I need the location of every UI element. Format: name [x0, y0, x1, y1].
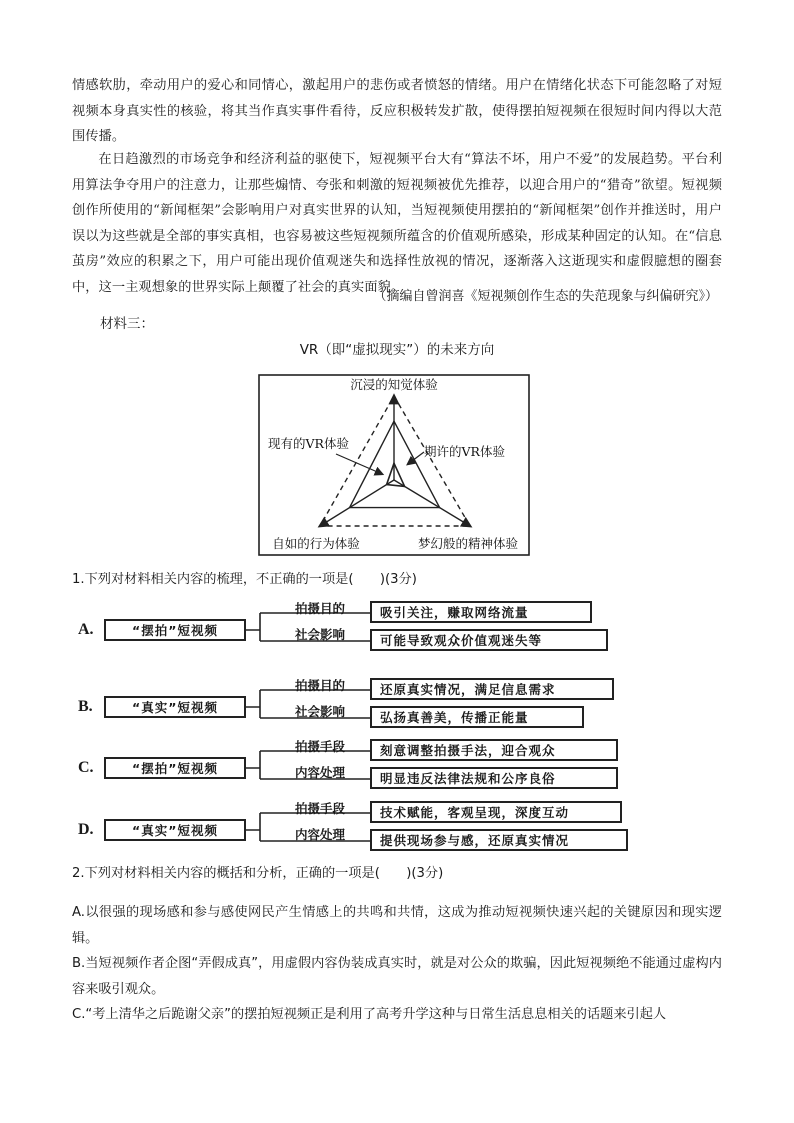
choice-a: A.以很强的现场感和参与感使网民产生情感上的共鸣和共情，这成为推动短视频快速兴起的关键原因和现实逻辑。 — [72, 905, 722, 946]
result-box-bottom: 可能导致观众价值观迷失等 — [370, 629, 608, 651]
main-topic-box: “摆拍”短视频 — [104, 757, 246, 779]
main-topic-box: “摆拍”短视频 — [104, 619, 246, 641]
result-box-bottom: 明显违反法律法规和公序良俗 — [370, 767, 618, 789]
material-paragraph-1: 情感软肋，牵动用户的爱心和同情心，激起用户的悲伤或者愤怒的情绪。用户在情绪化状态下可能忽略了对短视频本身真实性的核验，将其当作真实事件看待，反应积极转发扩散，使得摆拍短视频在很短时间内得以大范围传播。 — [72, 78, 722, 145]
material-three-label: 材料三： — [100, 316, 154, 332]
branch-label-top: 拍摄目的 — [294, 601, 345, 616]
axis-label-immersive: 沉浸的知觉体验 — [350, 377, 438, 392]
branch-label-bottom: 社会影响 — [294, 704, 345, 719]
option-d-diagram — [74, 803, 724, 863]
axis-free-behavior — [320, 480, 394, 526]
annotation-current-vr: 现有的VR体验 — [268, 436, 349, 451]
branch-label-top: 拍摄目的 — [294, 678, 345, 693]
result-box-bottom: 提供现场参与感，还原真实情况 — [370, 829, 628, 851]
result-box-top: 还原真实情况，满足信息需求 — [370, 678, 614, 700]
result-box-top: 吸引关注，赚取网络流量 — [370, 601, 592, 623]
option-letter: B. — [78, 698, 93, 715]
branch-label-bottom: 内容处理 — [294, 765, 345, 780]
option-letter: A. — [78, 621, 94, 638]
option-letter: C. — [78, 759, 94, 776]
branch-label-top: 拍摄手段 — [294, 739, 345, 754]
choice-c: C.“考上清华之后跪谢父亲”的摆拍短视频正是利用了高考升学这种与日常生活息息相关的话题来引起人 — [72, 1007, 667, 1023]
material-paragraph-2: 在日趋激烈的市场竞争和经济利益的驱使下，短视频平台大有“算法不坏，用户不爱”的发展趋势。平台利用算法争夺用户的注意力，让那些煽情、夸张和刺激的短视频被优先推荐，以迎合用户的“猎奇”欲望。短视频创作所使用的“新闻框架”会影响用户对真实世界的认知，当短视频使用摆拍的“新闻框架”创作并推送时，用户误以为这些就是全部的事实真相，也容易被这些短视频所蕴含的价值观所感染，形成某种固定的认知。在“信息茧房”效应的积累之下，用户可能出现价值观迷失和选择性放视的情况，逐渐落入这逝现实和虚假臆想的圈套中，这一主观想象的世界实际上颠覆了社会的真实面貌。 — [72, 152, 722, 295]
option-a-diagram — [74, 603, 724, 663]
result-box-bottom: 弘扬真善美，传播正能量 — [370, 706, 584, 728]
axis-label-free-behavior: 自如的行为体验 — [272, 536, 360, 551]
axis-label-dreamlike: 梦幻般的精神体验 — [417, 536, 519, 551]
option-letter: D. — [78, 821, 94, 838]
branch-label-top: 拍摄手段 — [294, 801, 345, 816]
annotation-expected-vr: 期许的VR体验 — [424, 444, 505, 459]
main-topic-box: “真实”短视频 — [104, 696, 246, 718]
source-citation: （摘编自曾润喜《短视频创作生态的失范现象与纠偏研究》） — [373, 289, 718, 304]
result-box-top: 技术赋能，客观呈现，深度互动 — [370, 801, 622, 823]
main-topic-box: “真实”短视频 — [104, 819, 246, 841]
series-polygon-2 — [320, 396, 470, 526]
chart-title: VR（即“虚拟现实”）的未来方向 — [299, 342, 495, 358]
vr-radar-chart — [258, 374, 530, 556]
question-1-stem: 1.下列对材料相关内容的梳理，不正确的一项是( )(3分) — [72, 572, 417, 587]
option-c-diagram — [74, 741, 724, 801]
choice-b: B.当短视频作者企图“弄假成真”，用虚假内容伪装成真实时，就是对公众的欺骗，因此短视频绝不能通过虚构内容来吸引观众。 — [72, 956, 722, 997]
result-box-top: 刻意调整拍摄手法，迎合观众 — [370, 739, 618, 761]
option-b-diagram — [74, 680, 724, 740]
question-2-stem: 2.下列对材料相关内容的概括和分析，正确的一项是( )(3分) — [72, 866, 444, 881]
branch-label-bottom: 社会影响 — [294, 627, 345, 642]
branch-label-bottom: 内容处理 — [294, 827, 345, 842]
